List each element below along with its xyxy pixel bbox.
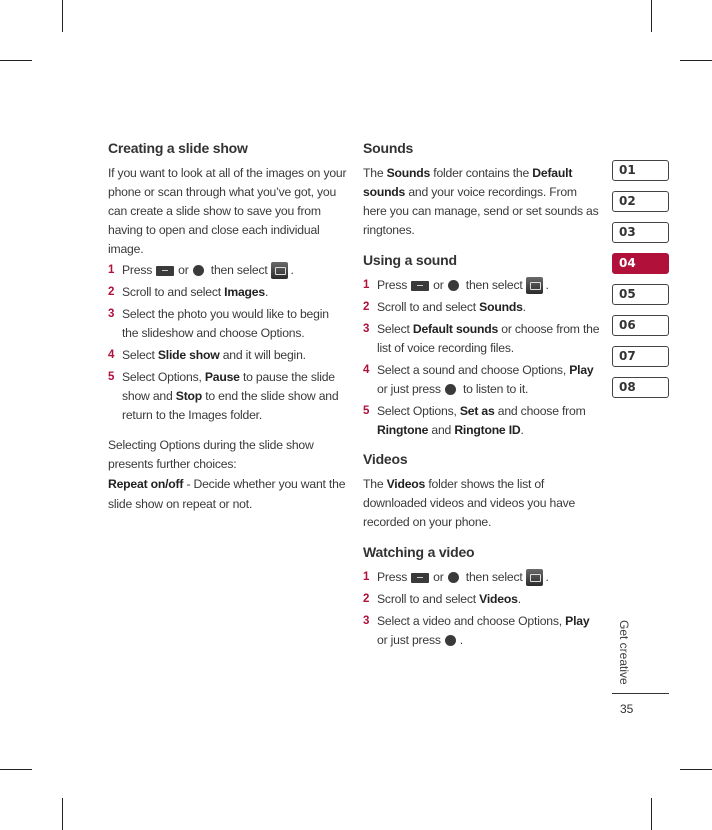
using-sound-steps (363, 276, 603, 440)
step-item: 3 Select a video and choose Options, Play or just press . (363, 614, 590, 647)
chapter-tab-07[interactable]: 07 (612, 346, 669, 367)
crop-mark (62, 0, 63, 32)
crop-mark (651, 0, 652, 32)
chapter-tab-01[interactable]: 01 (612, 160, 669, 181)
step-item: 3 Select Default sounds or choose from the list of voice recording files. (363, 322, 600, 355)
soft-key-icon (156, 266, 174, 276)
ok-key-icon (193, 265, 204, 276)
step-item: 2 Scroll to and select Videos. (363, 592, 521, 606)
slide-show-intro: If you want to look at all of the images on your phone or scan through what you’ve got, you can create a slide show to save you from having to open and close each individual image. (108, 166, 347, 256)
chapter-tab-08[interactable]: 08 (612, 377, 669, 398)
ok-key-icon (448, 572, 459, 583)
step-item: 4 Select a sound and choose Options, Play or just press to listen to it. (363, 363, 594, 396)
left-column (108, 140, 348, 514)
step-item: 5 Select Options, Pause to pause the slide show and Stop to end the slide show and return to the Images folder. (108, 370, 339, 422)
ok-key-icon (445, 635, 456, 646)
crop-mark (651, 798, 652, 830)
options-intro: Selecting Options during the slide show presents further choices: (108, 438, 314, 471)
crop-mark (680, 769, 712, 770)
chapter-tab-04-active[interactable]: 04 (612, 253, 669, 274)
crop-mark (680, 60, 712, 61)
chapter-tab-06[interactable]: 06 (612, 315, 669, 336)
step-item: 2 Scroll to and select Images. (108, 285, 269, 299)
chapter-tab-03[interactable]: 03 (612, 222, 669, 243)
step-item: 1 Press or then select . (108, 261, 348, 280)
soft-key-icon (411, 573, 429, 583)
chapter-tabs (612, 160, 669, 408)
menu-folder-icon (526, 569, 543, 586)
step-item: 5 Select Options, Set as and choose from Ringtone and Ringtone ID. (363, 404, 586, 437)
crop-mark (0, 60, 32, 61)
step-item: 4 Select Slide show and it will begin. (108, 348, 306, 362)
crop-mark (62, 798, 63, 830)
watching-video-steps (363, 568, 603, 650)
section-title-videos: Videos (363, 451, 408, 467)
repeat-option: Repeat on/off - Decide whether you want the slide show on repeat or not. (108, 477, 346, 511)
section-title-using-sound: Using a sound (363, 252, 457, 268)
videos-description: The Videos folder shows the list of downloaded videos and videos you have recorded on your phone. (363, 477, 576, 529)
step-item: 1 Press or then select . (363, 276, 603, 295)
ok-key-icon (445, 384, 456, 395)
crop-mark (0, 769, 32, 770)
slide-show-steps (108, 261, 348, 425)
chapter-tab-05[interactable]: 05 (612, 284, 669, 305)
step-item: 1 Press or then select . (363, 568, 603, 587)
section-title-sounds: Sounds (363, 140, 414, 156)
ok-key-icon (448, 280, 459, 291)
soft-key-icon (411, 281, 429, 291)
right-column (363, 140, 603, 653)
sounds-description: The Sounds folder contains the Default sounds and your voice recordings. From here you can manage, send or set sounds as ringtones. (363, 166, 599, 237)
footer-divider (612, 693, 669, 694)
menu-folder-icon (271, 262, 288, 279)
menu-folder-icon (526, 277, 543, 294)
step-item: 2 Scroll to and select Sounds. (363, 300, 526, 314)
step-item: 3 Select the photo you would like to begin the slideshow and choose Options. (108, 307, 329, 340)
section-title-watching-video: Watching a video (363, 544, 475, 560)
section-title-slide-show: Creating a slide show (108, 140, 248, 156)
chapter-tab-02[interactable]: 02 (612, 191, 669, 212)
section-side-label: Get creative (617, 620, 631, 685)
page-number: 35 (620, 702, 634, 716)
